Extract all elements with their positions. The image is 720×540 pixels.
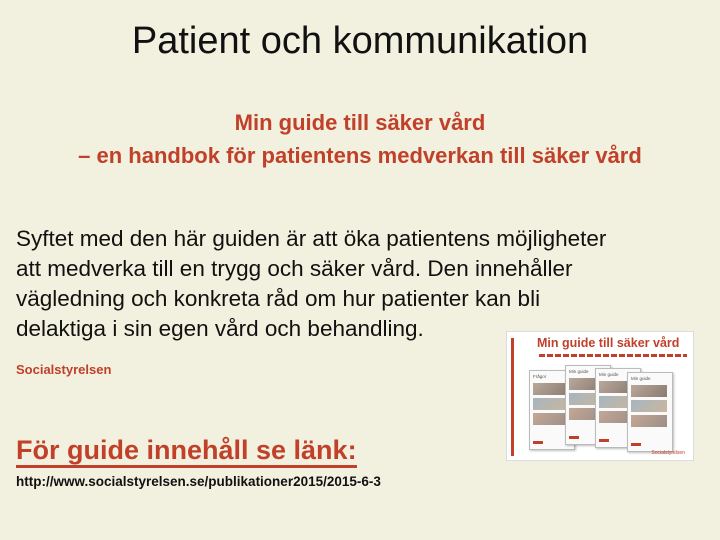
booklet-logo xyxy=(599,439,609,442)
body-line-4: delaktiga i sin egen vård och behandling. xyxy=(16,316,424,341)
body-paragraph xyxy=(16,224,706,344)
cover-title: Min guide till säker vård xyxy=(537,336,680,350)
booklet-label: Min guide xyxy=(569,369,589,374)
booklet-logo xyxy=(631,443,641,446)
booklet-label: Frågor xyxy=(533,374,547,379)
subtitle-line-1: Min guide till säker vård xyxy=(234,110,486,135)
slide-subtitle xyxy=(0,106,720,172)
booklet-photo xyxy=(631,400,667,412)
guide-link[interactable]: http://www.socialstyrelsen.se/publikationer2015/2015-6-3 xyxy=(16,474,381,489)
body-line-2: att medverka till en trygg och säker vård. Den innehåller xyxy=(16,256,573,281)
cover-red-bar xyxy=(511,338,514,456)
booklet-logo xyxy=(569,436,579,439)
booklet-photo xyxy=(631,415,667,427)
booklet-logo xyxy=(533,441,543,444)
body-line-3: vägledning och konkreta råd om hur patienter kan bli xyxy=(16,286,541,311)
slide-title: Patient och kommunikation xyxy=(131,20,589,62)
guide-heading: För guide innehåll se länk: xyxy=(16,435,357,468)
booklet-label: Min guide xyxy=(599,372,619,377)
booklet-photo xyxy=(631,385,667,397)
cover-subtitle-lines xyxy=(539,354,687,357)
source-label: Socialstyrelsen xyxy=(16,362,112,377)
booklet-photo xyxy=(533,413,569,425)
guide-cover-image xyxy=(506,331,694,461)
booklet-photo xyxy=(533,398,569,410)
booklet-4 xyxy=(627,372,673,452)
body-line-1: Syftet med den här guiden är att öka patientens möjligheter xyxy=(16,226,607,251)
cover-publisher-logo: Socialstyrelsen xyxy=(651,450,685,456)
subtitle-line-2: – en handbok för patientens medverkan till säker vård xyxy=(78,143,642,168)
booklet-label: Min guide xyxy=(631,376,651,381)
booklet-photo xyxy=(533,383,569,395)
